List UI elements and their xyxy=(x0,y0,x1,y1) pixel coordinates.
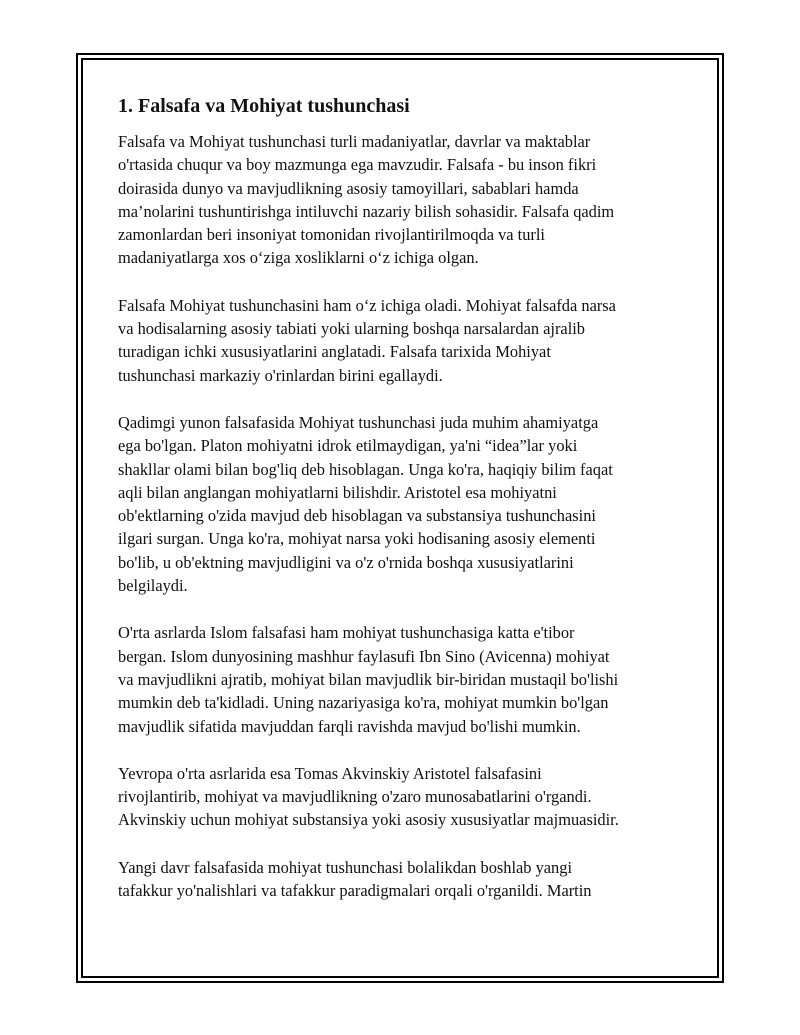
paragraph-line: bo'lib, u ob'ektning mavjudligini va o'z o'rnida boshqa xususiyatlarini xyxy=(118,552,574,572)
paragraph-line: turadigan ichki xususiyatlarini anglatadi. Falsafa tarixida Mohiyat xyxy=(118,342,551,362)
paragraph-line: rivojlantirib, mohiyat va mavjudlikning o'zaro munosabatlarini o'rgandi. xyxy=(118,787,592,807)
paragraph-line: mavjudlik sifatida mavjuddan farqli ravishda mavjud bo'lishi mumkin. xyxy=(118,716,581,736)
section-heading: 1. Falsafa va Mohiyat tushunchasi xyxy=(118,95,410,117)
paragraph-3 xyxy=(118,411,688,597)
paragraph-line: ilgari surgan. Unga ko'ra, mohiyat narsa yoki hodisaning asosiy elementi xyxy=(118,529,596,549)
paragraph-line: Yevropa o'rta asrlarida esa Tomas Akvinskiy Aristotel falsafasini xyxy=(118,763,542,783)
paragraph-line: mumkin deb ta'kidladi. Uning nazariyasiga ko'ra, mohiyat mumkin bo'lgan xyxy=(118,693,609,713)
paragraph-line: Akvinskiy uchun mohiyat substansiya yoki asosiy xususiyatlar majmuasidir. xyxy=(118,810,619,830)
paragraph-line: madaniyatlarga xos o‘ziga xosliklarni o‘z ichiga olgan. xyxy=(118,248,479,268)
paragraph-line: tushunchasi markaziy o'rinlardan birini egallaydi. xyxy=(118,365,443,385)
paragraph-line: va hodisalarning asosiy tabiati yoki ularning boshqa narsalardan ajralib xyxy=(118,319,586,339)
paragraph-line: belgilaydi. xyxy=(118,576,188,596)
paragraph-line: ma’nolarini tushuntirishga intiluvchi nazariy bilish sohasidir. Falsafa qadim xyxy=(118,201,615,221)
paragraph-line: va mavjudlikni ajratib, mohiyat bilan mavjudlik bir-biridan mustaqil bo'lishi xyxy=(118,669,619,689)
paragraph-line: shakllar olami bilan bog'liq deb hisoblagan. Unga ko'ra, haqiqiy bilim faqat xyxy=(118,459,613,479)
paragraph-line: Yangi davr falsafasida mohiyat tushunchasi bolalikdan boshlab yangi xyxy=(118,857,572,877)
paragraph-1 xyxy=(118,130,688,270)
paragraph-line: Falsafa va Mohiyat tushunchasi turli madaniyatlar, davrlar va maktablar xyxy=(118,132,591,151)
paragraph-line: Qadimgi yunon falsafasida Mohiyat tushunchasi juda muhim ahamiyatga xyxy=(118,412,599,432)
paragraph-line: ob'ektlarning o'zida mavjud deb hisoblagan va substansiya tushunchasini xyxy=(118,506,596,526)
paragraph-line: zamonlardan beri insoniyat tomonidan rivojlantirilmoqda va turli xyxy=(118,225,545,245)
paragraph-line: O'rta asrlarda Islom falsafasi ham mohiyat tushunchasiga katta e'tibor xyxy=(118,623,575,643)
paragraph-line: o'rtasida chuqur va boy mazmunga ega mavzudir. Falsafa - bu inson fikri xyxy=(118,155,597,175)
paragraph-line: Falsafa Mohiyat tushunchasini ham o‘z ichiga oladi. Mohiyat falsafda narsa xyxy=(118,295,616,315)
paragraph-2 xyxy=(118,294,688,387)
paragraph-line: ega bo'lgan. Platon mohiyatni idrok etilmaydigan, ya'ni “idea”lar yoki xyxy=(118,436,578,456)
paragraph-line: doirasida dunyo va mavjudlikning asosiy tamoyillari, sabablari hamda xyxy=(118,178,579,198)
paragraph-5 xyxy=(118,762,688,832)
paragraph-line: tafakkur yo'nalishlari va tafakkur paradigmalari orqali o'rganildi. Martin xyxy=(118,881,592,901)
paragraph-line: aqli bilan anglangan mohiyatlarni bilishdir. Aristotel esa mohiyatni xyxy=(118,482,557,502)
paragraph-6 xyxy=(118,856,688,903)
paragraph-line: bergan. Islom dunyosining mashhur faylasufi Ibn Sino (Avicenna) mohiyat xyxy=(118,646,610,666)
paragraph-4 xyxy=(118,621,688,737)
document-body xyxy=(118,92,688,926)
